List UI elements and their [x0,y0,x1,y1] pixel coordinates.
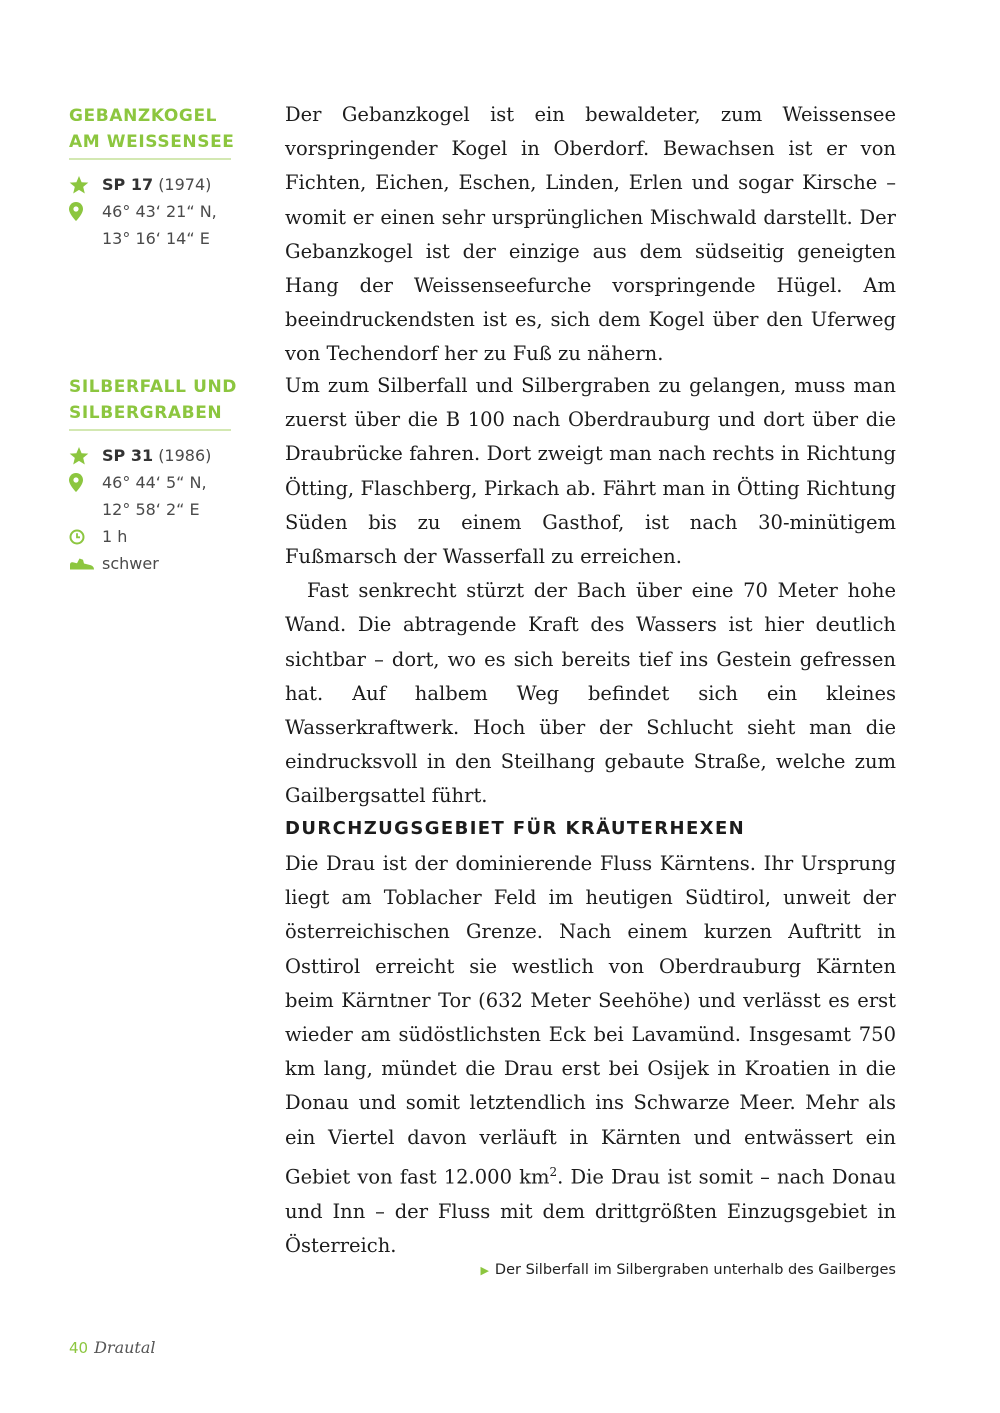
coord-lat: 46° 43‘ 21“ N, [102,202,217,221]
sp-year: (1974) [158,175,212,194]
sp-reference [69,171,231,198]
coord-lat: 46° 44‘ 5“ N, [102,473,207,492]
paragraph [285,847,896,1263]
sp-code: SP 17 [102,175,154,194]
page-number: 40 [69,1339,89,1357]
paragraph-text: . Die Drau ist somit – nach Donau und Inn – der Fluss mit dem drittgrößten Einzugsgebiet in Österreich. [285,1165,897,1257]
superscript: 2 [549,1164,558,1179]
article-block-drau [285,847,896,1263]
difficulty [69,550,231,577]
coordinates [69,198,231,252]
caption-text: Der Silberfall im Silbergraben unterhalb des Gailberges [494,1262,896,1278]
sidebar-title [69,374,238,431]
sp-code: SP 31 [102,446,154,465]
star-icon [69,171,102,198]
coord-lon: 13° 16‘ 14“ E [102,229,210,248]
coordinates [69,469,231,523]
duration-value: 1 h [102,527,128,546]
sidebar-title-line: GEBANZKOGEL [69,106,218,126]
image-caption [480,1262,896,1278]
article-block-silberfall [285,369,896,814]
article-block-gebanzkogel [285,98,896,372]
triangle-right-icon: ▶ [480,1263,489,1277]
paragraph: Fast senkrecht stürzt der Bach über eine 70 Meter hohe Wand. Die abtragende Kraft des Wassers ist hier deutlich sichtbar – dort, wo es sich bereits tief ins Gestein gefressen hat. Auf halbem Weg befindet sich ein kleines Wasserkraftwerk. Hoch über der Schlucht sieht man die eindrucksvoll in den Steilhang gebaute Straße, welche zum Gailbergsattel führt. [285,579,896,808]
sp-year: (1986) [158,446,212,465]
sidebar-title [69,103,235,160]
star-icon [69,442,102,469]
sidebar-title-line: SILBERFALL UND [69,377,238,397]
difficulty-value: schwer [102,554,159,573]
paragraph-text: Die Drau ist der dominierende Fluss Kärntens. Ihr Ursprung liegt am Toblacher Feld im heutigen Südtirol, unweit der österreichischen Grenze. Nach einem kurzen Auftritt in Osttirol erreicht sie westlich von Oberdrauburg Kärnten beim Kärntner Tor (632 Meter Seehöhe) und verlässt es erst wieder am südöstlichsten Eck bei Lavamünd. Insgesamt 750 km lang, mündet die Drau erst bei Osijek in Kroatien in die Donau und somit letztendlich ins Schwarze Meer. Mehr als ein Viertel davon verläuft in Kärnten und entwässert ein Gebiet von fast 12.000 km [285,852,896,1189]
sidebar-section-gebanzkogel [69,103,235,252]
coord-lon: 12° 58‘ 2“ E [102,500,200,519]
sidebar-section-silberfall [69,374,238,577]
running-title: Drautal [94,1338,156,1357]
hiking-shoe-icon [69,550,102,577]
paragraph: Um zum Silberfall und Silbergraben zu gelangen, muss man zuerst über die B 100 nach Oberdrauburg und dort über die Draubrücke fahren. Dort zweigt man nach rechts in Richtung Ötting, Flaschberg, Pirkach ab. Fährt man in Ötting Richtung Süden bis zu einem Gasthof, ist nach 30-minütigem Fußmarsch der Wasserfall zu erreichen. [285,374,896,569]
sidebar-title-line: SILBERGRABEN [69,403,223,423]
page-footer-line [69,1338,156,1358]
paragraph: Der Gebanzkogel ist ein bewaldeter, zum Weissensee vorspringender Kogel in Oberdorf. Bewachsen ist er von Fichten, Eichen, Eschen, Linden, Erlen und sogar Kirsche – womit er einen sehr ursprünglichen Mischwald darstellt. Der Gebanzkogel ist der einzige aus dem südseitig geneigten Hang der Weissenseefurche vorspringende Hügel. Am beeindruckendsten ist es, sich dem Kogel über den Uferweg von Techendorf her zu Fuß zu nähern. [285,103,896,366]
location-pin-icon [69,469,102,496]
sidebar-title-line: AM WEISSENSEE [69,132,235,152]
clock-icon [69,523,102,550]
duration [69,523,231,550]
section-heading: DURCHZUGSGEBIET FÜR KRÄUTERHEXEN [285,818,746,839]
location-pin-icon [69,198,102,225]
sp-reference [69,442,231,469]
